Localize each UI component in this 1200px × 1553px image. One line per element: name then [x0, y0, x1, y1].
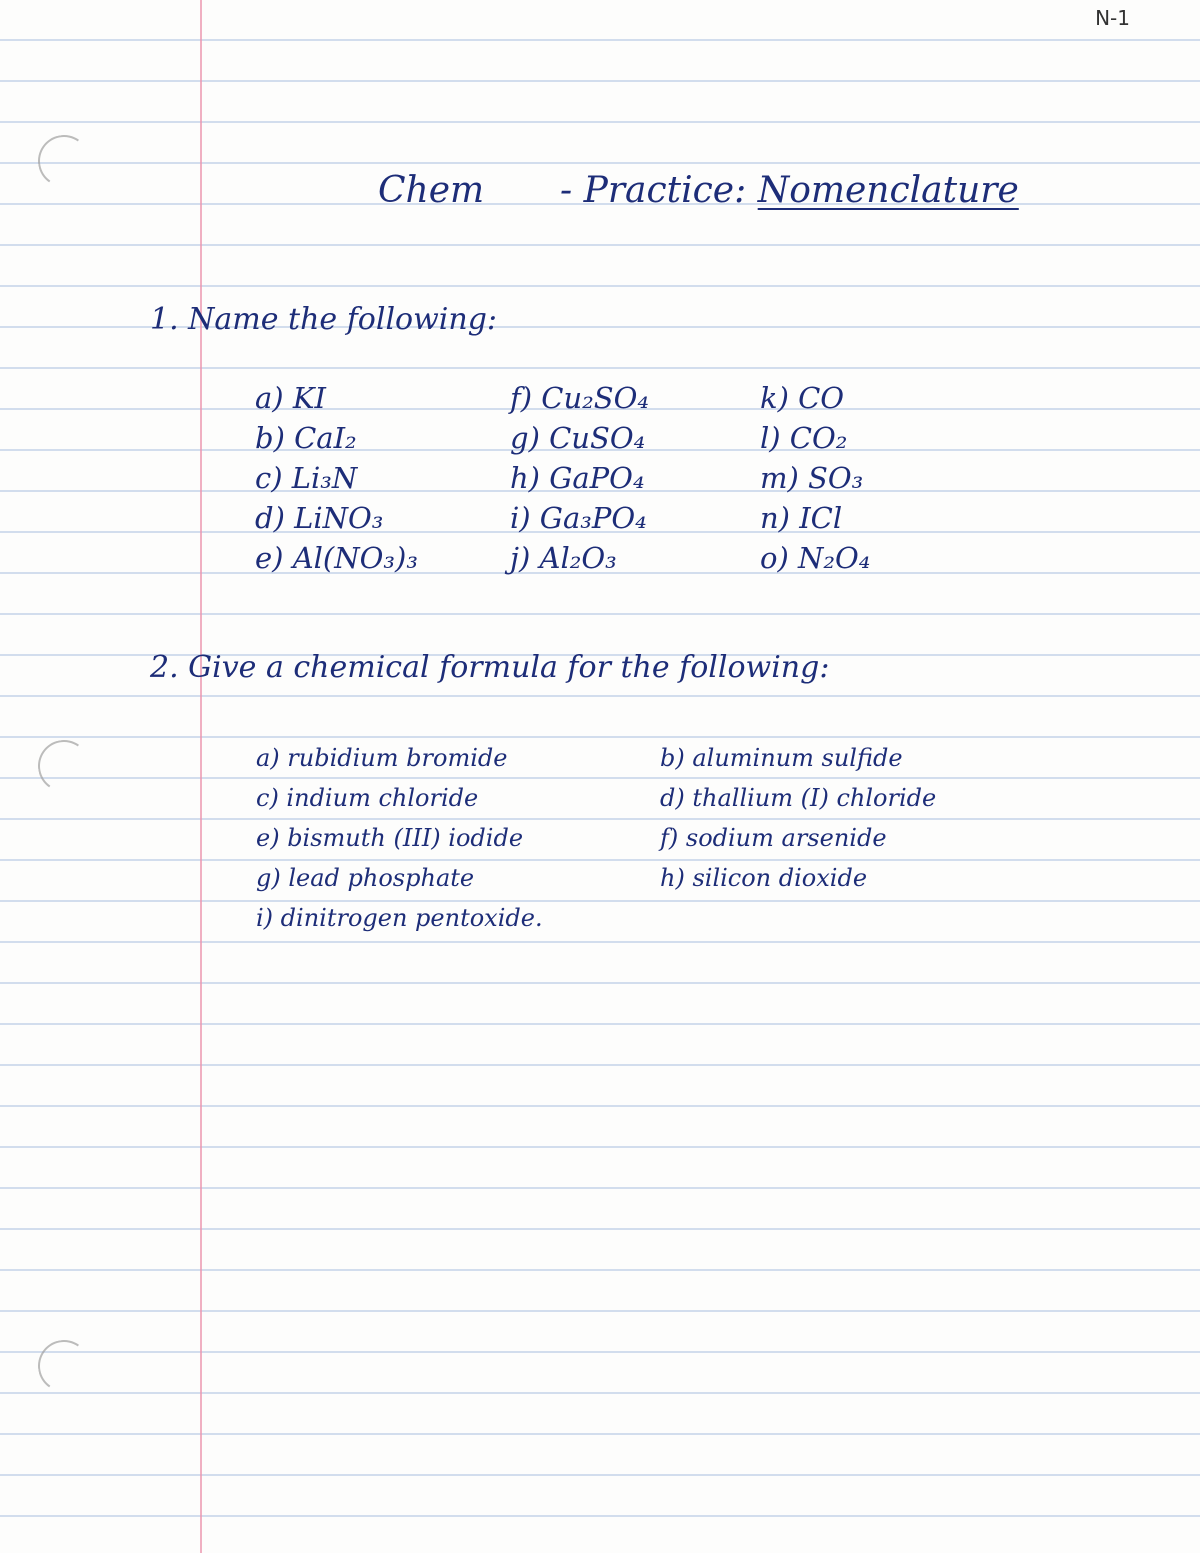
list-item: f) sodium arsenide: [660, 824, 887, 852]
list-item: h) GaPO₄: [510, 461, 645, 495]
list-item: e) Al(NO₃)₃: [255, 541, 418, 575]
question-2-column-1: [256, 738, 543, 938]
list-item: i) Ga₃PO₄: [510, 501, 647, 535]
question-2-prompt: 2. Give a chemical formula for the following:: [150, 650, 830, 685]
list-item: c) indium chloride: [256, 784, 479, 812]
margin-line: [200, 0, 202, 1553]
list-item: d) LiNO₃: [255, 501, 384, 535]
punch-hole-top: [34, 131, 94, 191]
list-item: h) silicon dioxide: [660, 864, 868, 892]
list-item: g) CuSO₄: [510, 421, 646, 455]
list-item: k) CO: [760, 381, 845, 415]
question-1-column-1: [255, 378, 418, 578]
list-item: o) N₂O₄: [760, 541, 871, 575]
question-1-column-3: [760, 378, 870, 578]
punch-hole-bottom: [34, 1336, 94, 1396]
list-item: b) aluminum sulfide: [660, 744, 903, 772]
punch-hole-middle: [34, 736, 94, 796]
list-item: m) SO₃: [760, 461, 864, 495]
title-subject: Chem: [378, 170, 485, 211]
list-item: b) CaI₂: [255, 421, 357, 455]
title-topic: Nomenclature: [757, 170, 1019, 211]
page-title: [560, 170, 1019, 211]
title-separator: -: [560, 170, 584, 211]
list-item: a) rubidium bromide: [256, 744, 508, 772]
question-2-column-2: [660, 738, 936, 898]
list-item: n) ICl: [760, 501, 843, 535]
list-item: c) Li₃N: [255, 461, 358, 495]
list-item: e) bismuth (III) iodide: [256, 824, 524, 852]
list-item: i) dinitrogen pentoxide.: [256, 904, 543, 932]
page-number: N-1: [1095, 6, 1130, 30]
list-item: f) Cu₂SO₄: [510, 381, 650, 415]
list-item: j) Al₂O₃: [510, 541, 617, 575]
list-item: d) thallium (I) chloride: [660, 784, 937, 812]
question-1-column-2: [510, 378, 649, 578]
list-item: a) KI: [255, 381, 326, 415]
list-item: l) CO₂: [760, 421, 848, 455]
title-practice: Practice:: [583, 170, 758, 211]
list-item: g) lead phosphate: [256, 864, 475, 892]
question-1-prompt: 1. Name the following:: [150, 302, 498, 337]
